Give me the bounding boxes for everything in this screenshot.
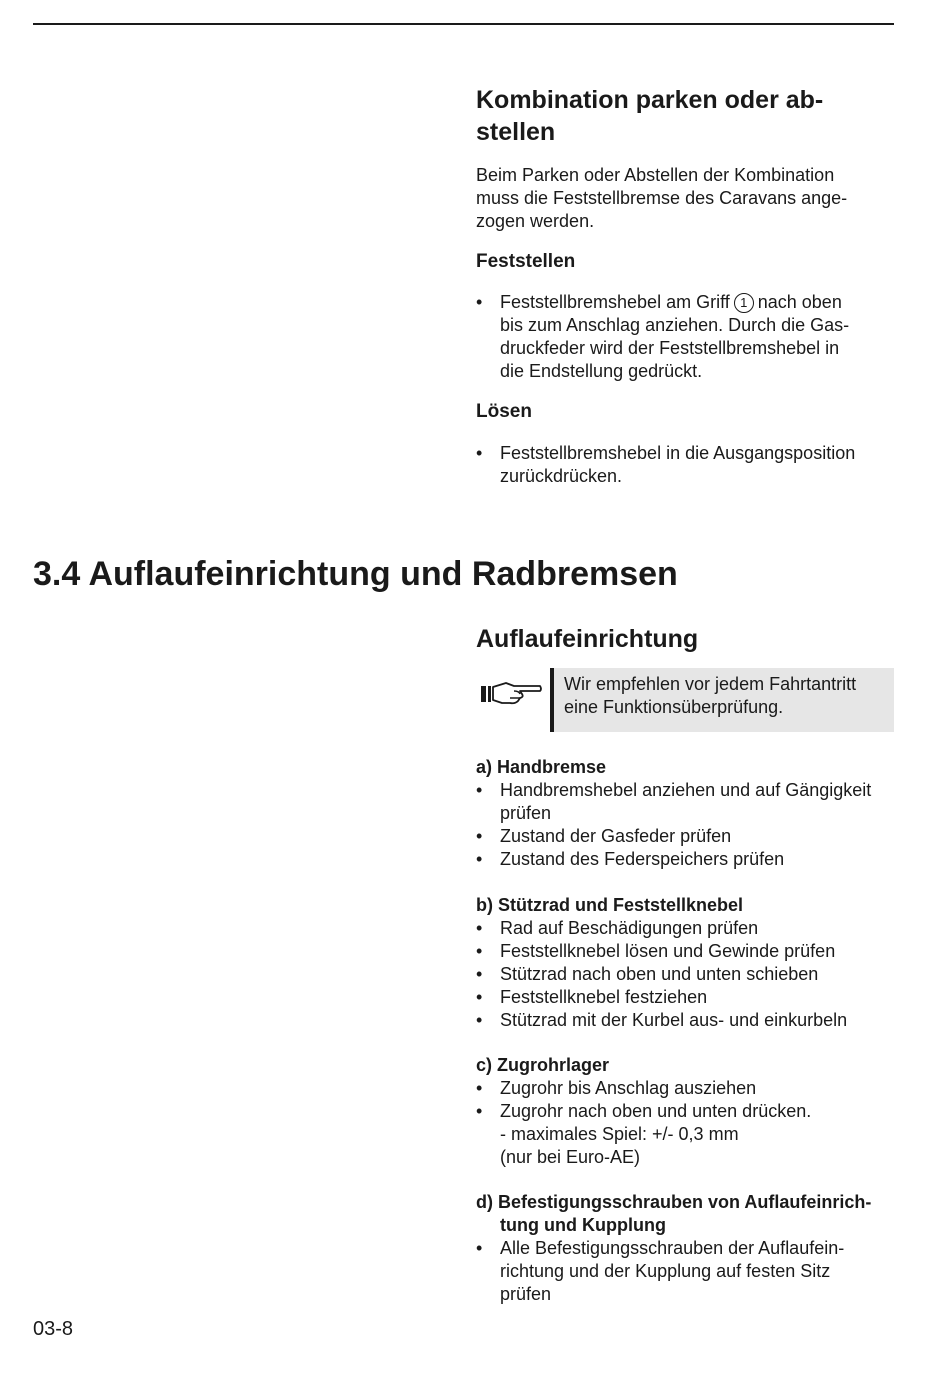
bullet-dot: • [476,1101,483,1121]
feststellen-text: nach oben [757,292,842,312]
list-item [476,1237,896,1306]
bullet-dot: • [476,292,483,312]
item-text: Feststellknebel festziehen [500,987,708,1007]
feststellen-bullet [476,291,896,383]
page-number: 03-8 [33,1318,74,1340]
item-text: Zustand der Gasfeder prüfen [500,826,732,846]
item-text: prüfen [500,1284,552,1304]
item-text: - maximales Spiel: +/- 0,3 mm [500,1124,739,1144]
item-text: Stützrad mit der Kurbel aus- und einkurbeln [500,1010,848,1030]
note-box [476,668,894,732]
item-text: Handbremshebel anziehen und auf Gängigkeit [500,780,872,800]
item-text: Feststellknebel lösen und Gewinde prüfen [500,941,836,961]
item-text: Alle Befestigungsschrauben der Auflaufein- [500,1238,845,1258]
check-c [476,1054,896,1169]
park-para-line: Beim Parken oder Abstellen der Kombination [476,165,835,185]
feststellen-text: Feststellbremshebel am Griff [500,292,730,312]
list-item [476,986,896,1009]
park-para-line: zogen werden. [476,211,595,231]
check-b [476,894,896,1032]
item-text: prüfen [500,803,552,823]
loesen-text: Feststellbremshebel in die Ausgangsposition [500,443,856,463]
bullet-dot: • [476,941,483,961]
list-item [476,917,896,940]
item-text: richtung und der Kupplung auf festen Sitz [500,1261,831,1281]
check-d-heading-line2: tung und Kupplung [500,1215,666,1235]
check-a-heading: a) Handbremse [476,757,607,777]
park-title [476,84,896,148]
item-text: Rad auf Beschädigungen prüfen [500,918,759,938]
item-text: Stützrad nach oben und unten schieben [500,964,819,984]
bullet-dot: • [476,826,483,846]
note-content [550,668,894,732]
note-line: Wir empfehlen vor jedem Fahrtantritt [564,674,857,694]
section-title: 3.4 Auflaufeinrichtung und Radbremsen [33,555,678,593]
list-item [476,1100,896,1169]
note-line: eine Funktionsüberprüfung. [564,697,784,717]
feststellen-text: die Endstellung gedrückt. [500,361,703,381]
list-item [476,825,896,848]
list-item [476,1009,896,1032]
check-d-heading-line1: d) Befestigungsschrauben von Auflaufeinrich- [476,1192,872,1212]
bullet-dot: • [476,780,483,800]
bullet-dot: • [476,849,483,869]
callout-1-marker: 1 [734,293,754,313]
top-rule [33,23,894,25]
bullet-dot: • [476,443,483,463]
check-d-heading [476,1191,896,1237]
feststellen-heading: Feststellen [476,251,576,272]
loesen-bullet [476,442,896,488]
bullet-dot: • [476,1078,483,1098]
list-item [476,779,896,825]
list-item [476,848,896,871]
feststellen-text: bis zum Anschlag anziehen. Durch die Gas- [500,315,850,335]
item-text: Zustand des Federspeichers prüfen [500,849,785,869]
park-section [476,84,896,488]
auflauf-title-wrap [476,623,896,655]
list-item [476,963,896,986]
pointing-hand-icon [480,678,542,708]
auflauf-title: Auflaufeinrichtung [476,625,699,653]
park-title-line2: stellen [476,118,556,146]
loesen-text: zurückdrücken. [500,466,623,486]
bullet-dot: • [476,964,483,984]
park-para-line: muss die Feststellbremse des Caravans ange- [476,188,848,208]
bullet-dot: • [476,987,483,1007]
check-c-heading: c) Zugrohrlager [476,1055,610,1075]
feststellen-text: druckfeder wird der Feststellbremshebel in [500,338,840,358]
bullet-dot: • [476,1238,483,1258]
list-item [476,1077,896,1100]
item-text: Zugrohr bis Anschlag ausziehen [500,1078,757,1098]
park-title-line1: Kombination parken oder ab- [476,86,824,114]
item-text: (nur bei Euro-AE) [500,1147,641,1167]
list-item [476,940,896,963]
loesen-heading: Lösen [476,401,532,422]
item-text: Zugrohr nach oben und unten drücken. [500,1101,812,1121]
check-a [476,756,896,871]
bullet-dot: • [476,918,483,938]
check-d [476,1191,896,1306]
check-b-heading: b) Stützrad und Feststellknebel [476,895,744,915]
park-paragraph [476,164,896,233]
bullet-dot: • [476,1010,483,1030]
